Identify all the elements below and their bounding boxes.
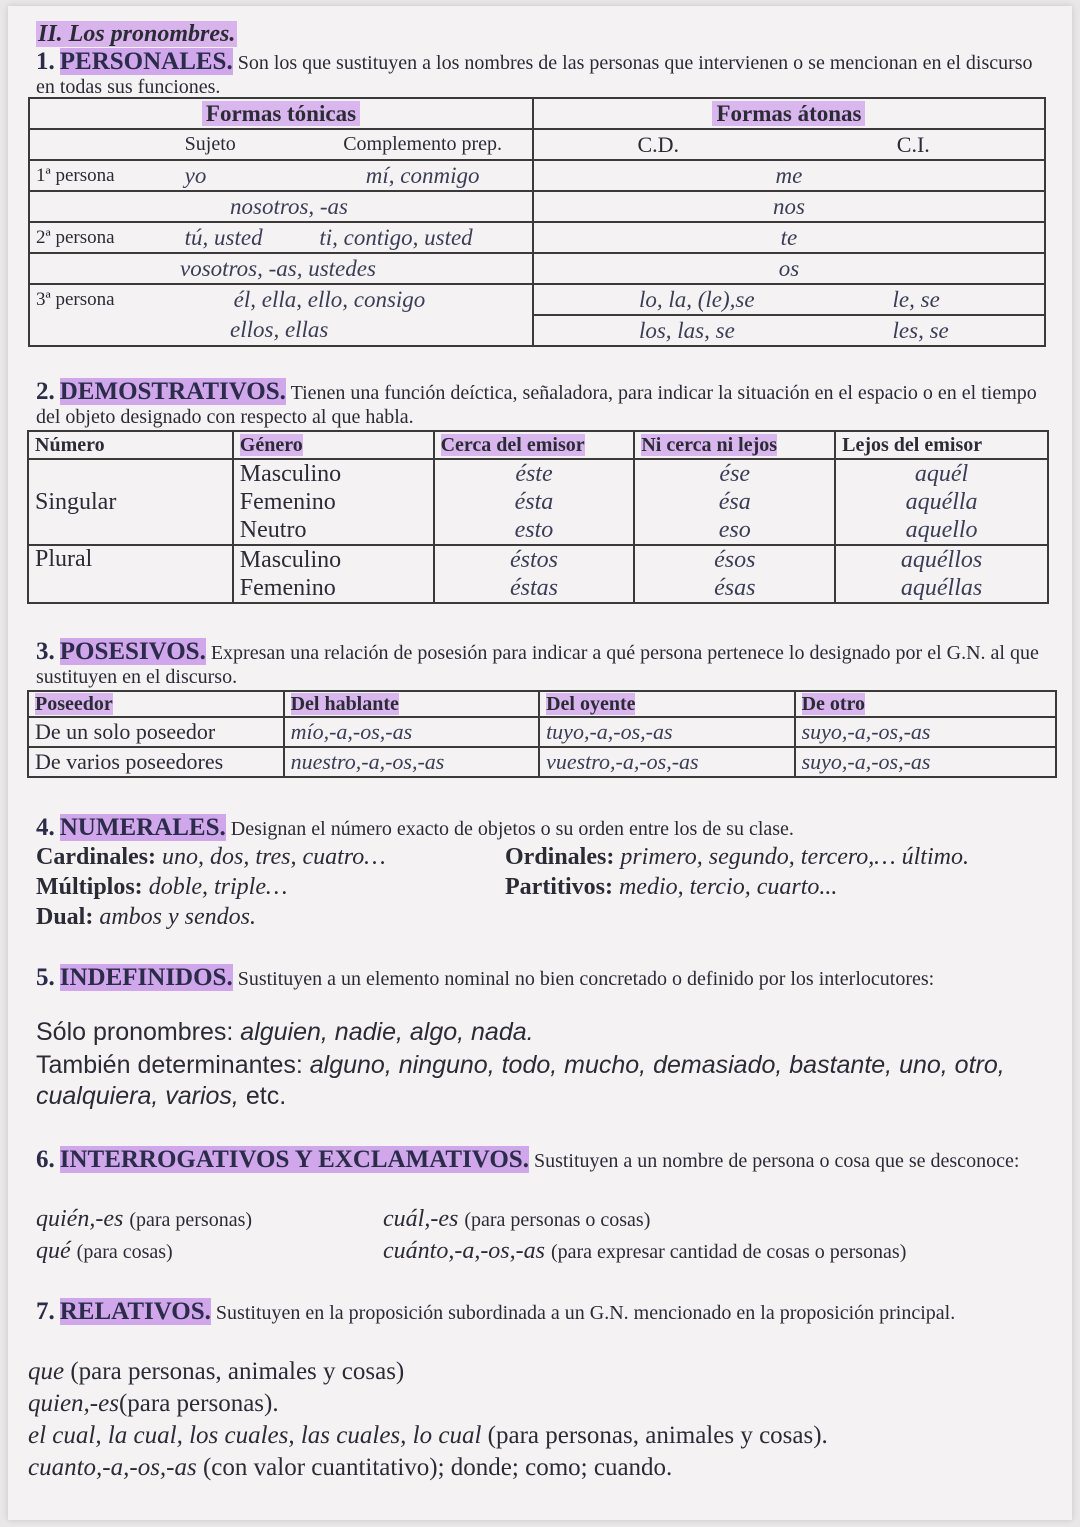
header-numero: Número: [28, 431, 233, 459]
header-oyente: Del oyente: [546, 692, 636, 715]
title-text: II. Los pronombres.: [38, 21, 236, 47]
numerales-multiplos: Múltiplos: doble, triple…: [36, 874, 288, 900]
header-otro: De otro: [801, 692, 866, 715]
header-complemento: Complemento prep.: [313, 129, 533, 160]
section-heading: PERSONALES.: [59, 48, 233, 75]
section-posesivos: 3. POSESIVOS. Expresan una relación de posesión para indicar a qué persona pertenece lo designado por el G.N. al que sustituyen en el discurso.: [36, 638, 1039, 688]
header-hablante: Del hablante: [290, 692, 399, 715]
header-formas-tonicas: Formas tónicas: [202, 101, 360, 126]
section-description: Expresan una relación de posesión para indicar a qué persona pertenece lo designado por el G.N. al que sustituyen en el discurso.: [36, 642, 1039, 688]
relativos-que: que (para personas, animales y cosas): [28, 1358, 405, 1385]
section-interrogativos: 6. INTERROGATIVOS Y EXCLAMATIVOS. Sustituyen a un nombre de persona o cosa que se desconoce:: [36, 1146, 1020, 1173]
relativos-quien: quien,-es(para personas).: [28, 1390, 279, 1417]
numerales-dual: Dual: ambos y sendos.: [36, 904, 256, 930]
relativos-cuanto: cuanto,-a,-os,-as (con valor cuantitativo); donde; como; cuando.: [28, 1454, 673, 1481]
page-title: [36, 22, 1050, 46]
section-heading: DEMOSTRATIVOS.: [59, 378, 286, 405]
section-description: Tienen una función deíctica, señaladora, para indicar la situación en el espacio o en el tiempo del objeto designado con respecto al que habla.: [36, 382, 1037, 428]
header-lejos: Lejos del emisor: [835, 431, 1048, 459]
interrogativos-que: qué (para cosas): [36, 1238, 173, 1264]
interrogativos-quien: quién,-es (para personas): [36, 1206, 253, 1232]
section-heading: RELATIVOS.: [59, 1298, 211, 1325]
demostrativos-table: Número Género Cerca del emisor Ni cerca ni lejos Lejos del emisor Singular Masculino éste ése aquél Femenino ésta ésa aquélla Neutro esto eso aquello Plural Masculino éstos ésos aquéllos Femenino éstas ésas aquéllas: [27, 430, 1049, 604]
indefinidos-tambien: También determinantes: alguno, ninguno, todo, mucho, demasiado, bastante, uno, otro, cualquiera, varios, etc.: [36, 1051, 1005, 1110]
section-demostrativos: 2. DEMOSTRATIVOS. Tienen una función deíctica, señaladora, para indicar la situación en el espacio o en el tiempo del objeto designado con respecto al que habla.: [36, 378, 1037, 428]
section-numerales: 4. NUMERALES. Designan el número exacto de objetos o su orden entre los de su clase.: [36, 814, 794, 841]
header-ci: C.I.: [783, 129, 1045, 160]
personales-table: Formas tónicas Formas átonas Sujeto Complemento prep. C.D. C.I. 1ª persona yo mí, conmigo me nosotros, -as nos 2ª persona tú, usted ti, contigo, usted te vosotros, -as, ustedes os 3ª persona él, ella, ello, consigo lo, la, (le),se le, se ellos, ellas los, las, se les, se: [28, 97, 1046, 347]
interrogativos-cual: cuál,-es (para personas o cosas): [383, 1206, 651, 1232]
interrogativos-cuanto: cuánto,-a,-os,-as (para expresar cantidad de cosas o personas): [383, 1238, 907, 1264]
header-genero: Género: [239, 433, 303, 456]
row-plural: Plural: [28, 545, 233, 603]
numerales-partitivos: Partitivos: medio, tercio, cuarto...: [505, 874, 838, 900]
header-cerca: Cerca del emisor: [440, 433, 585, 456]
section-description: Sustituyen a un elemento nominal no bien concretado o definido por los interlocutores:: [237, 968, 935, 990]
relativos-el-cual: el cual, la cual, los cuales, las cuales, lo cual (para personas, animales y cosas).: [28, 1422, 828, 1449]
row-label-3-persona: 3ª persona: [29, 284, 179, 315]
row-label-2-persona: 2ª persona: [29, 222, 179, 253]
section-heading: INTERROGATIVOS Y EXCLAMATIVOS.: [59, 1146, 529, 1173]
posesivos-table: Poseedor Del hablante Del oyente De otro De un solo poseedor mío,-a,-os,-as tuyo,-a,-os,-as suyo,-a,-os,-as De varios poseedores nuestro,-a,-os,-as vuestro,-a,-os,-as suyo,-a,-os,-as: [27, 690, 1057, 778]
row-singular: Singular: [28, 459, 233, 545]
section-description: Designan el número exacto de objetos o su orden entre los de su clase.: [230, 818, 794, 840]
section-heading: INDEFINIDOS.: [59, 964, 233, 991]
header-ni-cerca: Ni cerca ni lejos: [641, 433, 778, 456]
header-formas-atonas: Formas átonas: [712, 101, 865, 126]
numerales-ordinales: Ordinales: primero, segundo, tercero,… último.: [505, 844, 969, 870]
section-description: Son los que sustituyen a los nombres de las personas que intervienen o se mencionan en el discurso en todas sus funciones.: [36, 52, 1033, 98]
section-indefinidos: 5. INDEFINIDOS. Sustituyen a un elemento nominal no bien concretado o definido por los interlocutores:: [36, 964, 935, 991]
section-heading: NUMERALES.: [59, 814, 226, 841]
indefinidos-solo: Sólo pronombres: alguien, nadie, algo, nada.: [36, 1018, 534, 1046]
header-sujeto: Sujeto: [179, 129, 314, 160]
section-heading: POSESIVOS.: [59, 638, 206, 665]
section-relativos: 7. RELATIVOS. Sustituyen en la proposición subordinada a un G.N. mencionado en la proposición principal.: [36, 1298, 956, 1325]
section-description: Sustituyen en la proposición subordinada a un G.N. mencionado en la proposición principal.: [215, 1302, 956, 1324]
section-personales: 1. PERSONALES. Son los que sustituyen a los nombres de las personas que intervienen o se mencionan en el discurso en todas sus funciones.: [36, 48, 1033, 98]
header-cd: C.D.: [533, 129, 783, 160]
row-label-1-persona: 1ª persona: [29, 160, 179, 191]
header-poseedor: Poseedor: [35, 692, 113, 715]
section-description: Sustituyen a un nombre de persona o cosa que se desconoce:: [533, 1150, 1020, 1172]
numerales-cardinales: Cardinales: uno, dos, tres, cuatro…: [36, 844, 386, 870]
